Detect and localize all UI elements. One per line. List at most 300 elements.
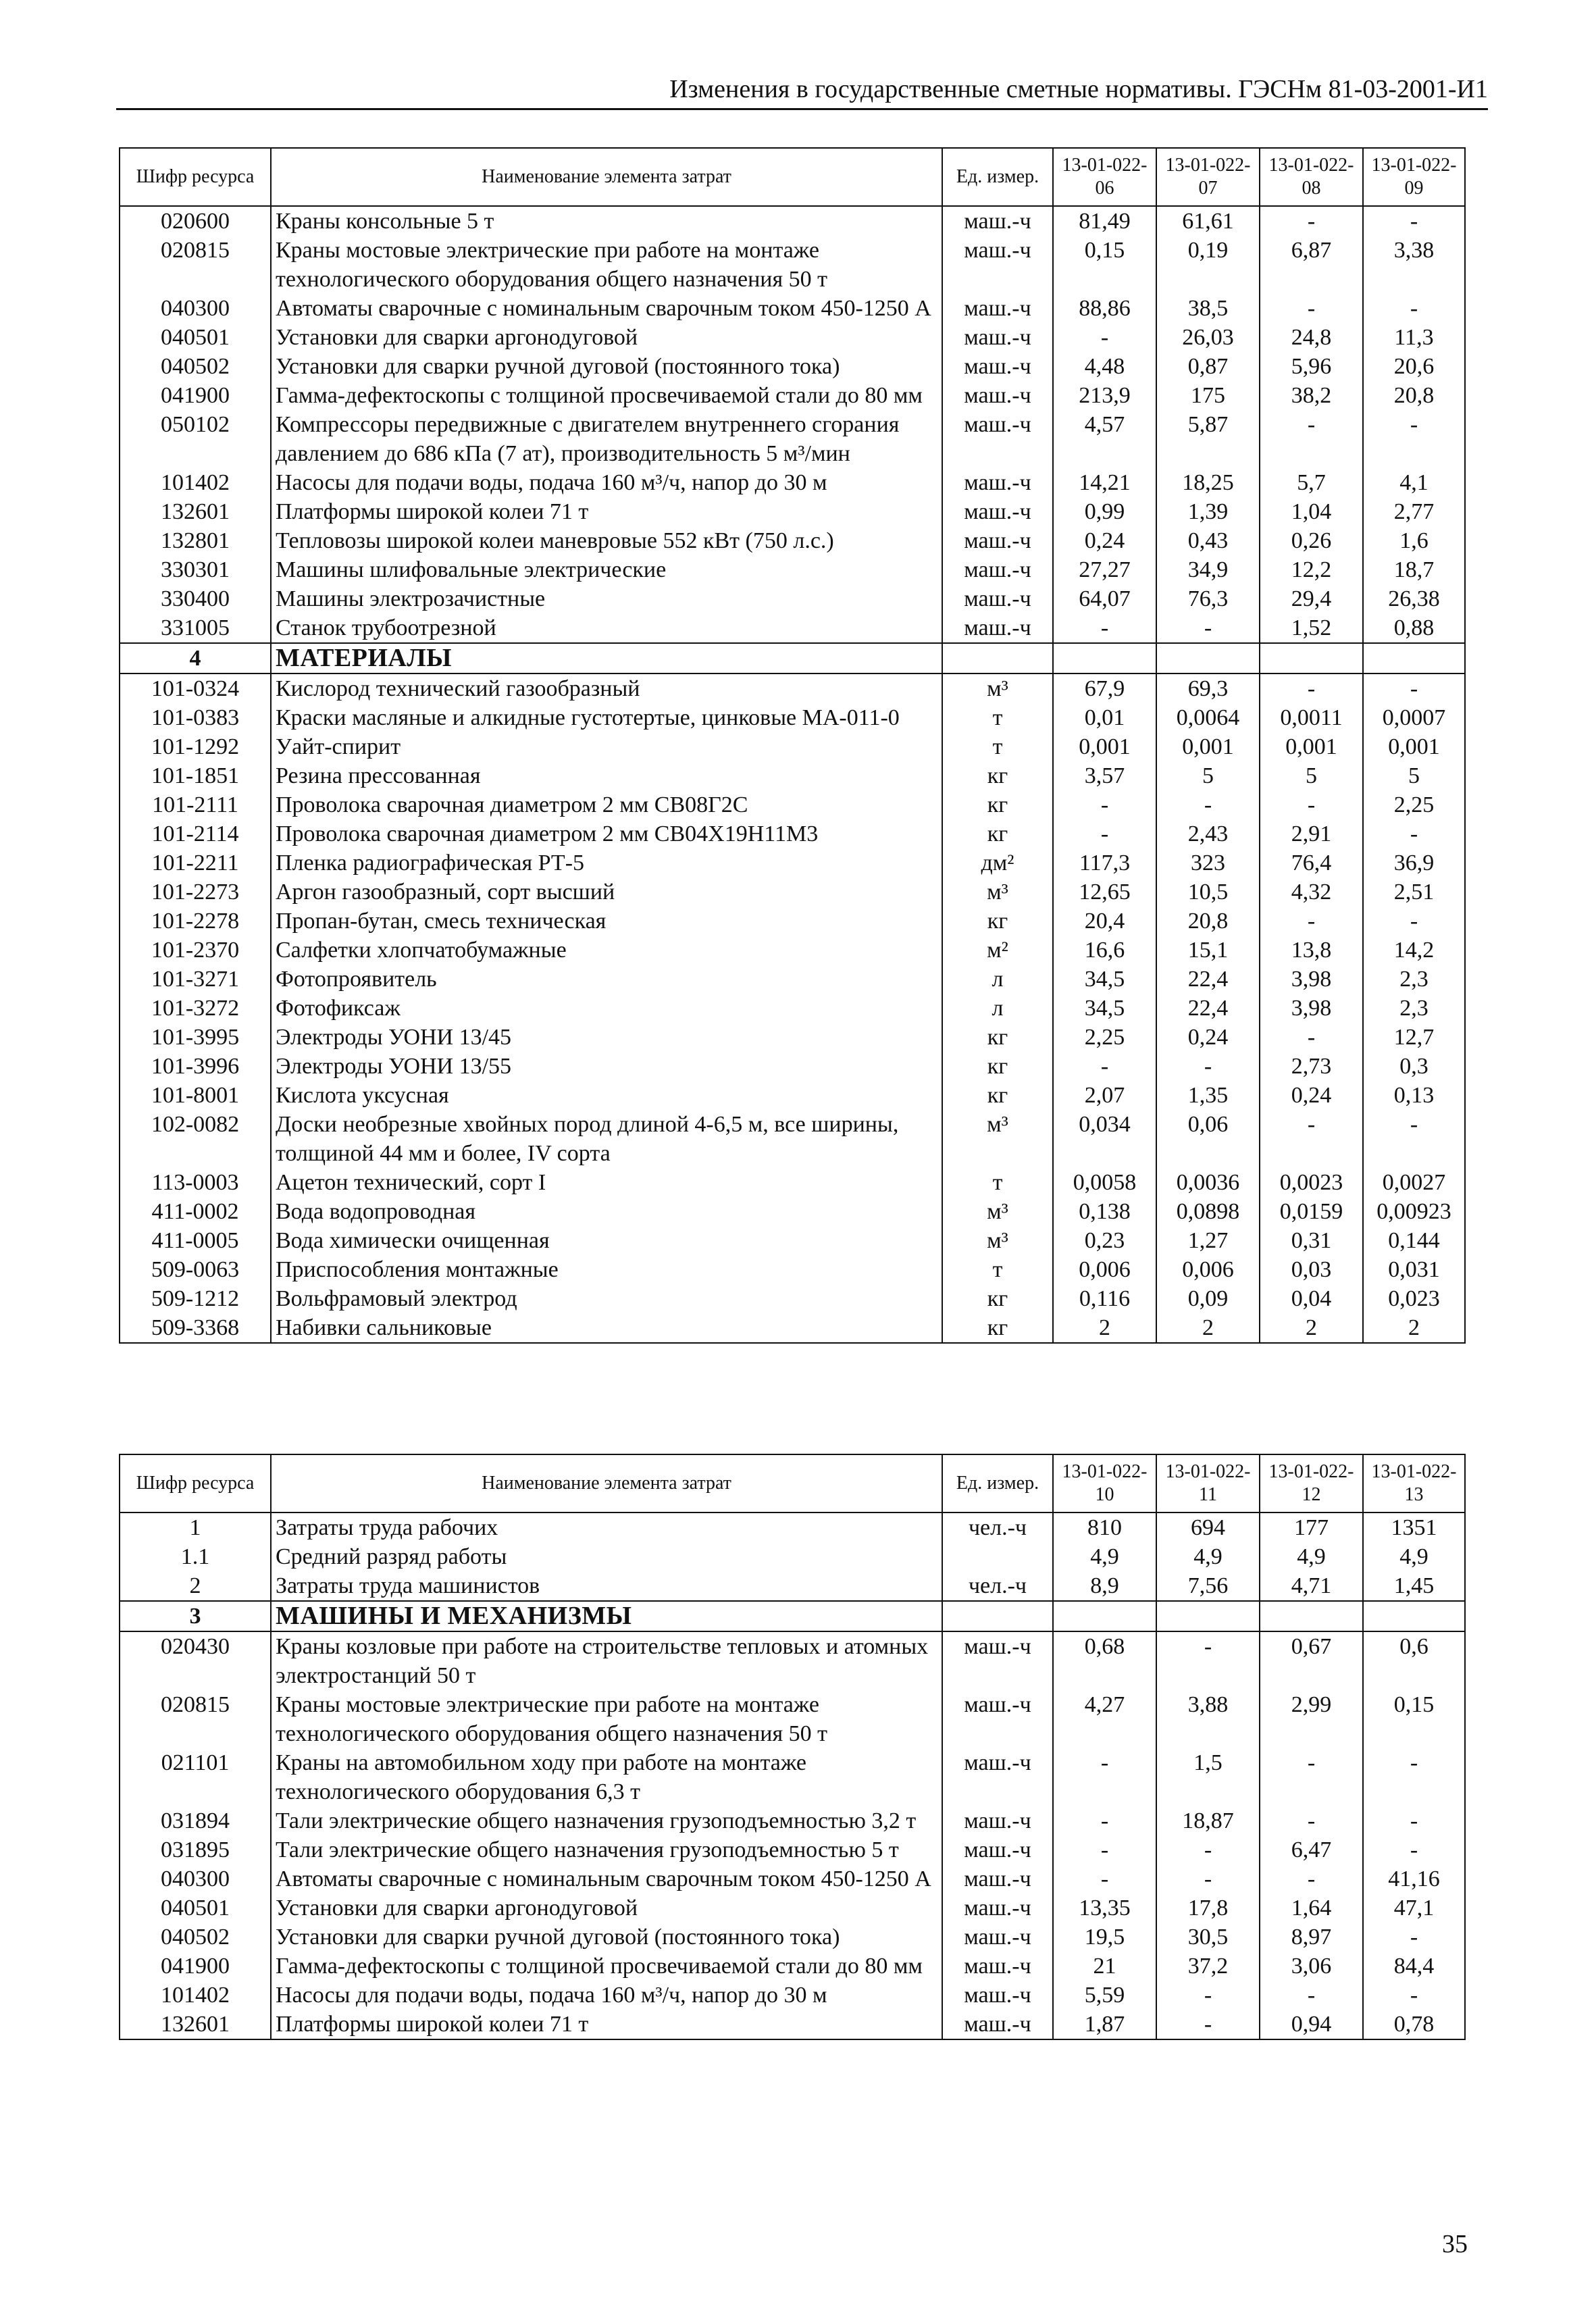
norm-value: 4,32	[1260, 878, 1363, 907]
resource-unit: т	[942, 1168, 1053, 1197]
table-row	[120, 1981, 1465, 2010]
norm-value: 0,0159	[1260, 1197, 1363, 1226]
col-header-norm: 13-01-022-13	[1363, 1454, 1465, 1513]
norm-value: 6,47	[1260, 1835, 1363, 1864]
resource-unit: маш.-ч	[942, 1864, 1053, 1893]
norm-value	[1260, 643, 1363, 673]
norm-value: 0,19	[1156, 236, 1260, 294]
resource-unit: кг	[942, 819, 1053, 848]
table-row	[120, 761, 1465, 790]
norm-value: 0,0007	[1363, 703, 1465, 732]
table-row	[120, 878, 1465, 907]
norm-value: 26,03	[1156, 323, 1260, 352]
norm-value: -	[1260, 1981, 1363, 2010]
norm-value: 76,4	[1260, 848, 1363, 878]
resource-unit: кг	[942, 907, 1053, 936]
resource-unit: кг	[942, 790, 1053, 819]
resource-unit: м³	[942, 673, 1053, 703]
resource-name: Установки для сварки аргонодуговой	[271, 323, 942, 352]
resource-name: Тали электрические общего назначения грузоподъемностью 5 т	[271, 1835, 942, 1864]
resource-name: Проволока сварочная диаметром 2 мм СВ08Г2С	[271, 790, 942, 819]
norm-value: 0,43	[1156, 526, 1260, 555]
resource-unit: маш.-ч	[942, 2010, 1053, 2039]
norm-value	[1053, 643, 1156, 673]
resource-unit: маш.-ч	[942, 1806, 1053, 1835]
resource-name: Краски масляные и алкидные густотертые, цинковые МА-011-0	[271, 703, 942, 732]
norm-value: -	[1260, 294, 1363, 323]
norm-value: 810	[1053, 1513, 1156, 1542]
resource-code: 040300	[120, 294, 271, 323]
norm-value: 0,0036	[1156, 1168, 1260, 1197]
norm-value: 22,4	[1156, 994, 1260, 1023]
resource-unit: кг	[942, 1284, 1053, 1313]
resource-name: Автоматы сварочные с номинальным сварочным током 450-1250 А	[271, 294, 942, 323]
norm-value: 34,9	[1156, 555, 1260, 584]
table-row	[120, 673, 1465, 703]
resource-name: Автоматы сварочные с номинальным сварочным током 450-1250 А	[271, 1864, 942, 1893]
norm-value: -	[1363, 294, 1465, 323]
norm-value: 0,24	[1260, 1081, 1363, 1110]
col-header-unit: Ед. измер.	[942, 1454, 1053, 1513]
table-row	[120, 965, 1465, 994]
resource-unit: маш.-ч	[942, 1748, 1053, 1806]
norm-value: -	[1363, 1748, 1465, 1806]
norm-value: 1,87	[1053, 2010, 1156, 2039]
norm-value: 0,99	[1053, 497, 1156, 526]
resource-code: 132801	[120, 526, 271, 555]
norm-value: 5	[1260, 761, 1363, 790]
col-header-norm: 13-01-022-09	[1363, 148, 1465, 206]
norm-value: 0,01	[1053, 703, 1156, 732]
resource-code: 021101	[120, 1748, 271, 1806]
resource-name: Затраты труда рабочих	[271, 1513, 942, 1542]
norm-value: 1,27	[1156, 1226, 1260, 1255]
resource-unit: м³	[942, 1110, 1053, 1168]
col-header-norm: 13-01-022-08	[1260, 148, 1363, 206]
norm-value: 3,57	[1053, 761, 1156, 790]
table-body	[120, 206, 1465, 1343]
resource-unit: маш.-ч	[942, 584, 1053, 613]
resource-name: Установки для сварки ручной дуговой (постоянного тока)	[271, 352, 942, 381]
resource-code: 101-0383	[120, 703, 271, 732]
resource-unit: маш.-ч	[942, 1893, 1053, 1923]
resource-unit: маш.-ч	[942, 1923, 1053, 1952]
resource-name: Ацетон технический, сорт I	[271, 1168, 942, 1197]
norm-value: 64,07	[1053, 584, 1156, 613]
norm-value: 26,38	[1363, 584, 1465, 613]
norm-value: -	[1156, 1631, 1260, 1690]
table-row	[120, 1255, 1465, 1284]
resource-name: Салфетки хлопчатобумажные	[271, 936, 942, 965]
norm-value: 2,99	[1260, 1690, 1363, 1748]
norm-value: 3,98	[1260, 965, 1363, 994]
norm-value: 0,78	[1363, 2010, 1465, 2039]
norm-value: 117,3	[1053, 848, 1156, 878]
resource-code: 3	[120, 1601, 271, 1631]
norm-value: 177	[1260, 1513, 1363, 1542]
norm-value: 36,9	[1363, 848, 1465, 878]
resource-unit: м³	[942, 1197, 1053, 1226]
norm-value: -	[1156, 1835, 1260, 1864]
norm-value: 2	[1156, 1313, 1260, 1343]
norm-value: 4,1	[1363, 468, 1465, 497]
resource-code: 4	[120, 643, 271, 673]
resource-unit: маш.-ч	[942, 526, 1053, 555]
norm-value: 2,91	[1260, 819, 1363, 848]
resource-code: 101-0324	[120, 673, 271, 703]
resource-name: Кислород технический газообразный	[271, 673, 942, 703]
norm-value: 0,15	[1363, 1690, 1465, 1748]
resource-unit: маш.-ч	[942, 294, 1053, 323]
norm-value: 0,0027	[1363, 1168, 1465, 1197]
resource-unit: л	[942, 994, 1053, 1023]
norm-value: 4,9	[1053, 1542, 1156, 1571]
norm-value: 88,86	[1053, 294, 1156, 323]
resource-code: 101-8001	[120, 1081, 271, 1110]
resource-name: Насосы для подачи воды, подача 160 м³/ч, напор до 30 м	[271, 468, 942, 497]
norm-value: 20,6	[1363, 352, 1465, 381]
resource-code: 101-2111	[120, 790, 271, 819]
norm-value: 18,87	[1156, 1806, 1260, 1835]
norm-value: 11,3	[1363, 323, 1465, 352]
resource-code: 040300	[120, 1864, 271, 1893]
resource-unit: кг	[942, 1081, 1053, 1110]
norm-value: 34,5	[1053, 994, 1156, 1023]
resource-name: Установки для сварки ручной дуговой (постоянного тока)	[271, 1923, 942, 1952]
resource-code: 101-3996	[120, 1052, 271, 1081]
resource-unit: т	[942, 732, 1053, 761]
norm-value: 13,35	[1053, 1893, 1156, 1923]
resource-unit: маш.-ч	[942, 236, 1053, 294]
resource-name: Установки для сварки аргонодуговой	[271, 1893, 942, 1923]
table-row	[120, 1748, 1465, 1806]
resource-unit	[942, 643, 1053, 673]
norm-value: 0,116	[1053, 1284, 1156, 1313]
table-row	[120, 1835, 1465, 1864]
norm-value: 694	[1156, 1513, 1260, 1542]
norm-value: 0,15	[1053, 236, 1156, 294]
table-row	[120, 1806, 1465, 1835]
norm-value: -	[1053, 790, 1156, 819]
norm-value: 67,9	[1053, 673, 1156, 703]
norm-value: 0,006	[1053, 1255, 1156, 1284]
resource-code: 1.1	[120, 1542, 271, 1571]
resource-name: Машины шлифовальные электрические	[271, 555, 942, 584]
norm-value: -	[1156, 1864, 1260, 1893]
resource-code: 509-0063	[120, 1255, 271, 1284]
norm-value: 0,031	[1363, 1255, 1465, 1284]
norm-value: 41,16	[1363, 1864, 1465, 1893]
resource-code: 2	[120, 1571, 271, 1601]
norm-value: 47,1	[1363, 1893, 1465, 1923]
resource-code: 411-0002	[120, 1197, 271, 1226]
norm-value: -	[1260, 790, 1363, 819]
resource-name: Гамма-дефектоскопы с толщиной просвечиваемой стали до 80 мм	[271, 381, 942, 410]
table-row	[120, 468, 1465, 497]
norm-value: 61,61	[1156, 206, 1260, 236]
norm-value: 3,98	[1260, 994, 1363, 1023]
norm-value: 0,87	[1156, 352, 1260, 381]
norm-value: 0,94	[1260, 2010, 1363, 2039]
norm-value: 16,6	[1053, 936, 1156, 965]
resource-name: Набивки сальниковые	[271, 1313, 942, 1343]
resource-unit: кг	[942, 761, 1053, 790]
resource-name: Краны мостовые электрические при работе на монтаже технологического оборудования общего назначения 50 т	[271, 1690, 942, 1748]
norm-value	[1053, 1601, 1156, 1631]
col-header-norm: 13-01-022-11	[1156, 1454, 1260, 1513]
resource-name: Фотофиксаж	[271, 994, 942, 1023]
norm-value: 0,0064	[1156, 703, 1260, 732]
norm-value: -	[1260, 907, 1363, 936]
norm-value: 34,5	[1053, 965, 1156, 994]
resource-code: 101-2211	[120, 848, 271, 878]
norm-value: 6,87	[1260, 236, 1363, 294]
resource-code: 101-3995	[120, 1023, 271, 1052]
norm-value: 0,24	[1053, 526, 1156, 555]
resource-name: Доски необрезные хвойных пород длиной 4-6,5 м, все ширины, толщиной 44 мм и более, IV сорта	[271, 1110, 942, 1168]
resource-unit: м³	[942, 1226, 1053, 1255]
norm-value: 69,3	[1156, 673, 1260, 703]
norm-value: 0,06	[1156, 1110, 1260, 1168]
norm-value: -	[1260, 410, 1363, 468]
norm-value: -	[1260, 206, 1363, 236]
norm-value: -	[1363, 1923, 1465, 1952]
norm-value: -	[1053, 1806, 1156, 1835]
norm-value: -	[1053, 1052, 1156, 1081]
table-row	[120, 1690, 1465, 1748]
resource-name: Кислота уксусная	[271, 1081, 942, 1110]
norm-value: 2,25	[1053, 1023, 1156, 1052]
norm-value: 2	[1053, 1313, 1156, 1343]
norm-value: 0,23	[1053, 1226, 1156, 1255]
norm-value: 30,5	[1156, 1923, 1260, 1952]
norm-value: 22,4	[1156, 965, 1260, 994]
norm-value: 18,25	[1156, 468, 1260, 497]
resource-code: 031894	[120, 1806, 271, 1835]
norm-value: -	[1363, 673, 1465, 703]
resource-code: 020815	[120, 1690, 271, 1748]
norm-value: 13,8	[1260, 936, 1363, 965]
table-header-row	[120, 148, 1465, 206]
norm-value: 2,73	[1260, 1052, 1363, 1081]
norm-value: 0,138	[1053, 1197, 1156, 1226]
resource-code: 509-3368	[120, 1313, 271, 1343]
resource-name: Краны консольные 5 т	[271, 206, 942, 236]
norm-value: 0,001	[1363, 732, 1465, 761]
resource-name: Платформы широкой колеи 71 т	[271, 497, 942, 526]
norm-value: 2	[1260, 1313, 1363, 1343]
norm-value: 2,51	[1363, 878, 1465, 907]
resource-code: 330400	[120, 584, 271, 613]
table-row	[120, 236, 1465, 294]
table-row	[120, 1226, 1465, 1255]
norm-value: -	[1363, 206, 1465, 236]
norm-value: 1,5	[1156, 1748, 1260, 1806]
table-row	[120, 206, 1465, 236]
col-header-unit: Ед. измер.	[942, 148, 1053, 206]
table-row	[120, 1542, 1465, 1571]
norm-value: -	[1053, 1748, 1156, 1806]
norm-value: -	[1363, 1806, 1465, 1835]
resource-code: 040502	[120, 1923, 271, 1952]
col-header-name: Наименование элемента затрат	[271, 1454, 942, 1513]
resource-table-2	[119, 1454, 1466, 2040]
resource-unit: л	[942, 965, 1053, 994]
resource-name: Гамма-дефектоскопы с толщиной просвечиваемой стали до 80 мм	[271, 1952, 942, 1981]
resource-name: Проволока сварочная диаметром 2 мм СВ04Х19Н11М3	[271, 819, 942, 848]
resource-table-1	[119, 147, 1466, 1344]
resource-unit: м²	[942, 936, 1053, 965]
table-row	[120, 381, 1465, 410]
norm-value: 0,0023	[1260, 1168, 1363, 1197]
norm-value: 0,67	[1260, 1631, 1363, 1690]
resource-code: 132601	[120, 497, 271, 526]
norm-value: 213,9	[1053, 381, 1156, 410]
table-row	[120, 1081, 1465, 1110]
resource-unit: маш.-ч	[942, 323, 1053, 352]
table-row	[120, 1631, 1465, 1690]
resource-code: 331005	[120, 613, 271, 643]
section-row	[120, 643, 1465, 673]
norm-value: 81,49	[1053, 206, 1156, 236]
table-row	[120, 907, 1465, 936]
norm-value: 8,97	[1260, 1923, 1363, 1952]
resource-unit: маш.-ч	[942, 468, 1053, 497]
norm-value: 3,06	[1260, 1952, 1363, 1981]
table-row	[120, 1513, 1465, 1542]
norm-value: -	[1260, 1748, 1363, 1806]
resource-code: 101-2273	[120, 878, 271, 907]
resource-unit	[942, 1542, 1053, 1571]
norm-value: 4,9	[1156, 1542, 1260, 1571]
norm-value: 24,8	[1260, 323, 1363, 352]
norm-value: 0,3	[1363, 1052, 1465, 1081]
norm-value: 5,96	[1260, 352, 1363, 381]
resource-name: Компрессоры передвижные с двигателем внутреннего сгорания давлением до 686 кПа (7 ат), производительность 5 м³/мин	[271, 410, 942, 468]
table-row	[120, 526, 1465, 555]
norm-value: 18,7	[1363, 555, 1465, 584]
resource-unit: т	[942, 1255, 1053, 1284]
norm-value: 12,2	[1260, 555, 1363, 584]
resource-unit: маш.-ч	[942, 1835, 1053, 1864]
norm-value: 3,38	[1363, 236, 1465, 294]
table-row	[120, 2010, 1465, 2039]
norm-value: 2,25	[1363, 790, 1465, 819]
norm-value: 0,09	[1156, 1284, 1260, 1313]
resource-unit: маш.-ч	[942, 497, 1053, 526]
norm-value: 0,001	[1260, 732, 1363, 761]
table-row	[120, 790, 1465, 819]
resource-name: Приспособления монтажные	[271, 1255, 942, 1284]
resource-code: 101-2278	[120, 907, 271, 936]
table-row	[120, 732, 1465, 761]
norm-value: 14,2	[1363, 936, 1465, 965]
norm-value: -	[1363, 1835, 1465, 1864]
resource-code: 050102	[120, 410, 271, 468]
norm-value	[1363, 1601, 1465, 1631]
table-row	[120, 1864, 1465, 1893]
resource-name: Вода химически очищенная	[271, 1226, 942, 1255]
norm-value: 0,88	[1363, 613, 1465, 643]
norm-value: 1,35	[1156, 1081, 1260, 1110]
norm-value: -	[1260, 673, 1363, 703]
norm-value: 5,87	[1156, 410, 1260, 468]
resource-code: 509-1212	[120, 1284, 271, 1313]
norm-value: 5	[1156, 761, 1260, 790]
resource-name: Краны мостовые электрические при работе на монтаже технологического оборудования общего назначения 50 т	[271, 236, 942, 294]
norm-value: 0,001	[1053, 732, 1156, 761]
resource-code: 040502	[120, 352, 271, 381]
norm-value: 38,5	[1156, 294, 1260, 323]
norm-value: 1,45	[1363, 1571, 1465, 1601]
norm-value: 0,0058	[1053, 1168, 1156, 1197]
table-row	[120, 555, 1465, 584]
table-row	[120, 410, 1465, 468]
norm-value: -	[1260, 1864, 1363, 1893]
norm-value: 38,2	[1260, 381, 1363, 410]
resource-name: Средний разряд работы	[271, 1542, 942, 1571]
norm-value: -	[1053, 613, 1156, 643]
norm-value: -	[1363, 819, 1465, 848]
norm-value: -	[1260, 1023, 1363, 1052]
resource-unit: маш.-ч	[942, 1952, 1053, 1981]
table-body	[120, 1513, 1465, 2039]
norm-value: 84,4	[1363, 1952, 1465, 1981]
norm-value	[1156, 1601, 1260, 1631]
table-row	[120, 294, 1465, 323]
resource-code: 020600	[120, 206, 271, 236]
norm-value: -	[1053, 1864, 1156, 1893]
norm-value: -	[1260, 1110, 1363, 1168]
resource-unit: чел.-ч	[942, 1571, 1053, 1601]
resource-name: МАТЕРИАЛЫ	[271, 643, 942, 673]
norm-value: 0,04	[1260, 1284, 1363, 1313]
resource-name: Платформы широкой колеи 71 т	[271, 2010, 942, 2039]
resource-code: 411-0005	[120, 1226, 271, 1255]
resource-code: 101-3271	[120, 965, 271, 994]
norm-value	[1363, 643, 1465, 673]
resource-unit: кг	[942, 1023, 1053, 1052]
table-row	[120, 613, 1465, 643]
resource-name: Пленка радиографическая РТ-5	[271, 848, 942, 878]
norm-value: 0,26	[1260, 526, 1363, 555]
norm-value: 0,144	[1363, 1226, 1465, 1255]
norm-value: 2,43	[1156, 819, 1260, 848]
resource-code: 101402	[120, 1981, 271, 2010]
table-row	[120, 848, 1465, 878]
norm-value: -	[1156, 790, 1260, 819]
resource-code: 102-0082	[120, 1110, 271, 1168]
resource-code: 101-2370	[120, 936, 271, 965]
section-row	[120, 1601, 1465, 1631]
norm-value	[1156, 643, 1260, 673]
norm-value: -	[1156, 1052, 1260, 1081]
resource-name: Станок трубоотрезной	[271, 613, 942, 643]
norm-value: -	[1156, 1981, 1260, 2010]
norm-value: 2	[1363, 1313, 1465, 1343]
resource-unit: маш.-ч	[942, 1981, 1053, 2010]
table-row	[120, 1893, 1465, 1923]
norm-value: -	[1260, 1806, 1363, 1835]
norm-value: -	[1363, 1981, 1465, 2010]
resource-name: Пропан-бутан, смесь техническая	[271, 907, 942, 936]
table-row	[120, 1197, 1465, 1226]
norm-value: 1351	[1363, 1513, 1465, 1542]
resource-unit: маш.-ч	[942, 381, 1053, 410]
norm-value: 0,03	[1260, 1255, 1363, 1284]
resource-code: 101-1851	[120, 761, 271, 790]
table-row	[120, 584, 1465, 613]
